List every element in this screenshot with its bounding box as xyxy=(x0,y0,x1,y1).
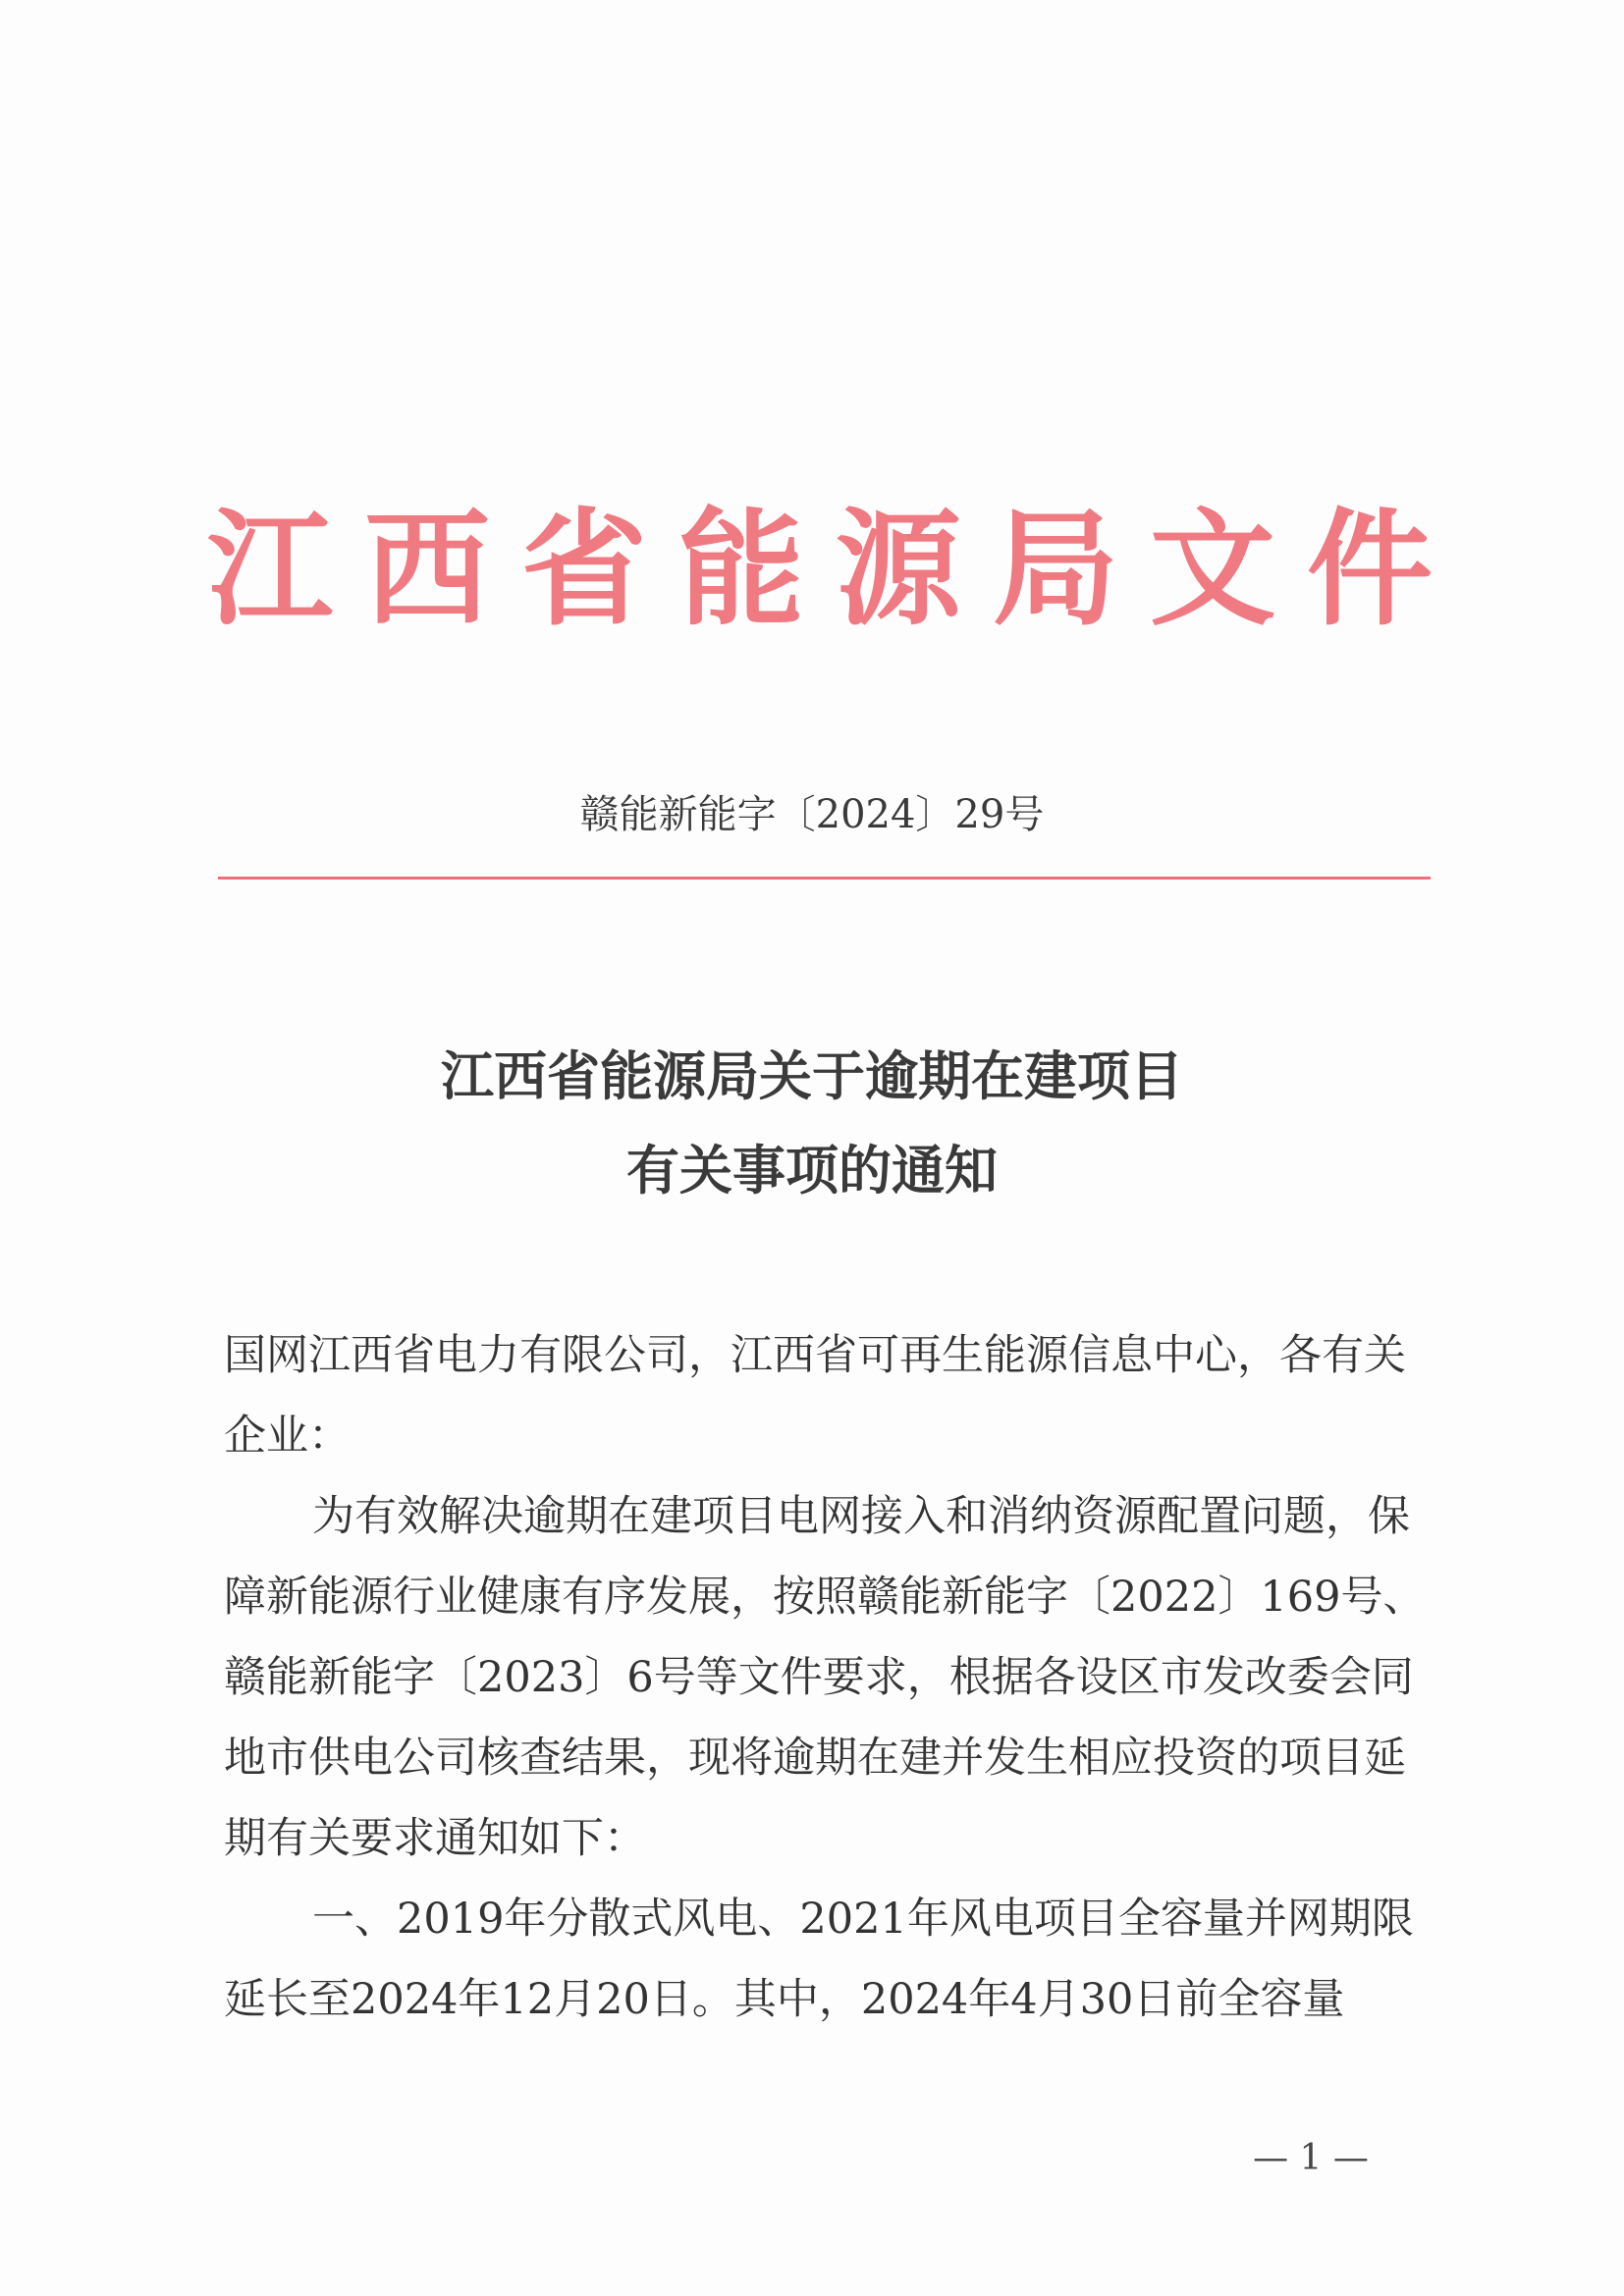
text-run: 为有效解决逾期在建项目电网接入和消纳资源配置问题，保 xyxy=(312,1492,1410,1541)
text-run: 期有关要求通知如下： xyxy=(224,1814,646,1863)
header-char: 件 xyxy=(1306,496,1433,643)
title-line-2: 有关事项的通知 xyxy=(626,1139,998,1201)
text-run: 赣能新能字〔2023〕6号等文件要求，根据各设区市发改委会同 xyxy=(224,1653,1414,1702)
header-char: 能 xyxy=(677,496,804,643)
header-char: 源 xyxy=(835,496,961,643)
text-run: 延长至2024年12月20日。其中，2024年4月30日前全容量 xyxy=(224,1975,1345,2024)
notice-body xyxy=(224,1315,1432,2040)
red-divider-line xyxy=(218,877,1431,880)
header-char: 文 xyxy=(1149,496,1275,643)
paragraph-line xyxy=(224,1959,1432,2040)
paragraph-line xyxy=(224,1718,1432,1798)
text-run: 一、2019年分散式风电、2021年风电项目全容量并网期限 xyxy=(312,1895,1414,1944)
paragraph-line xyxy=(224,1798,1432,1879)
paragraph-line xyxy=(224,1476,1432,1557)
header-char: 局 xyxy=(992,496,1118,643)
recipients-line xyxy=(224,1315,1432,1396)
paragraph-line xyxy=(224,1557,1432,1637)
notice-title xyxy=(0,1029,1624,1217)
text-run: 地市供电公司核查结果，现将逾期在建并发生相应投资的项目延 xyxy=(224,1734,1406,1783)
recipients-line xyxy=(224,1396,1432,1476)
text-run: 企业： xyxy=(224,1412,351,1461)
header-char: 江 xyxy=(206,496,333,643)
header-char: 西 xyxy=(363,496,490,643)
page-number: — 1 — xyxy=(1253,2138,1369,2178)
text-run: 国网江西省电力有限公司，江西省可再生能源信息中心，各有关 xyxy=(224,1331,1406,1380)
red-header-title xyxy=(196,496,1443,643)
text-run: 障新能源行业健康有序发展，按照赣能新能字〔2022〕169号、 xyxy=(224,1573,1426,1622)
paragraph-line xyxy=(224,1879,1432,1959)
paragraph-line xyxy=(224,1637,1432,1718)
title-line-1: 江西省能源局关于逾期在建项目 xyxy=(441,1044,1183,1107)
header-char: 省 xyxy=(520,496,647,643)
document-number: 赣能新能字〔2024〕29号 xyxy=(579,792,1045,837)
